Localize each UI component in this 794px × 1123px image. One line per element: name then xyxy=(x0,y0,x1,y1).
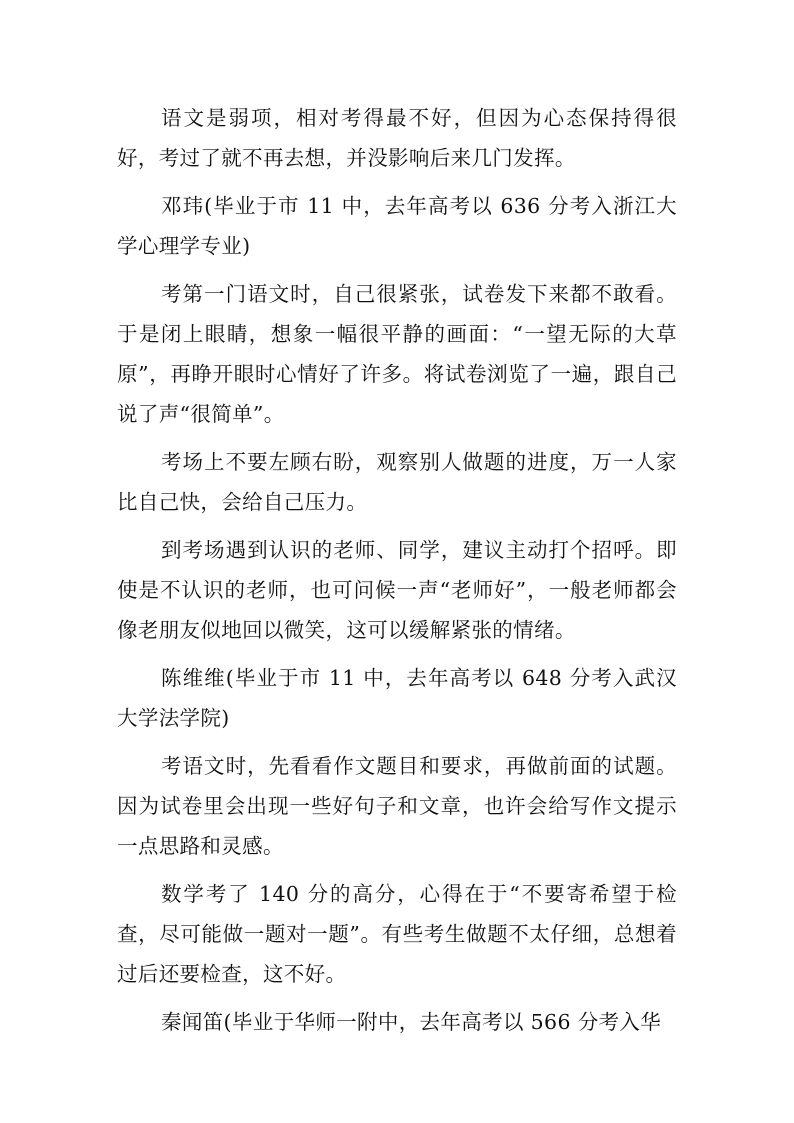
paragraph-chen-weiwei-profile: 陈维维(毕业于市 11 中，去年高考以 648 分考入武汉大学法学院) xyxy=(117,666,677,730)
paragraph-do-not-look-around: 考场上不要左顾右盼，观察别人做题的进度，万一人家比自己快，会给自己压力。 xyxy=(117,450,677,514)
paragraph-first-exam-calm: 考第一门语文时，自己很紧张，试卷发下来都不敢看。于是闭上眼睛，想象一幅很平静的画面：“一望无际的大草原”，再睁开眼时心情好了许多。将试卷浏览了一遍，跟自己说了声“很简单”。 xyxy=(117,282,677,426)
paragraph-chinese-weakness: 语文是弱项，相对考得最不好，但因为心态保持得很好，考过了就不再去想，并没影响后来几门发挥。 xyxy=(117,106,677,170)
paragraph-math-accuracy: 数学考了 140 分的高分，心得在于“不要寄希望于检查，尽可能做一题对一题”。有些考生做题不太仔细，总想着过后还要检查，这不好。 xyxy=(117,882,677,986)
paragraph-greet-teachers: 到考场遇到认识的老师、同学，建议主动打个招呼。即使是不认识的老师，也可问候一声“老师好”，一般老师都会像老朋友似地回以微笑，这可以缓解紧张的情绪。 xyxy=(117,538,677,642)
paragraph-deng-wei-profile: 邓玮(毕业于市 11 中，去年高考以 636 分考入浙江大学心理学专业) xyxy=(117,194,677,258)
paragraph-qin-wendi-profile: 秦闻笛(毕业于华师一附中，去年高考以 566 分考入华 xyxy=(161,1010,662,1034)
paragraph-read-essay-prompt: 考语文时，先看看作文题目和要求，再做前面的试题。因为试卷里会出现一些好句子和文章，也许会给写作文提示一点思路和灵感。 xyxy=(117,754,677,858)
document-body xyxy=(117,98,677,1050)
